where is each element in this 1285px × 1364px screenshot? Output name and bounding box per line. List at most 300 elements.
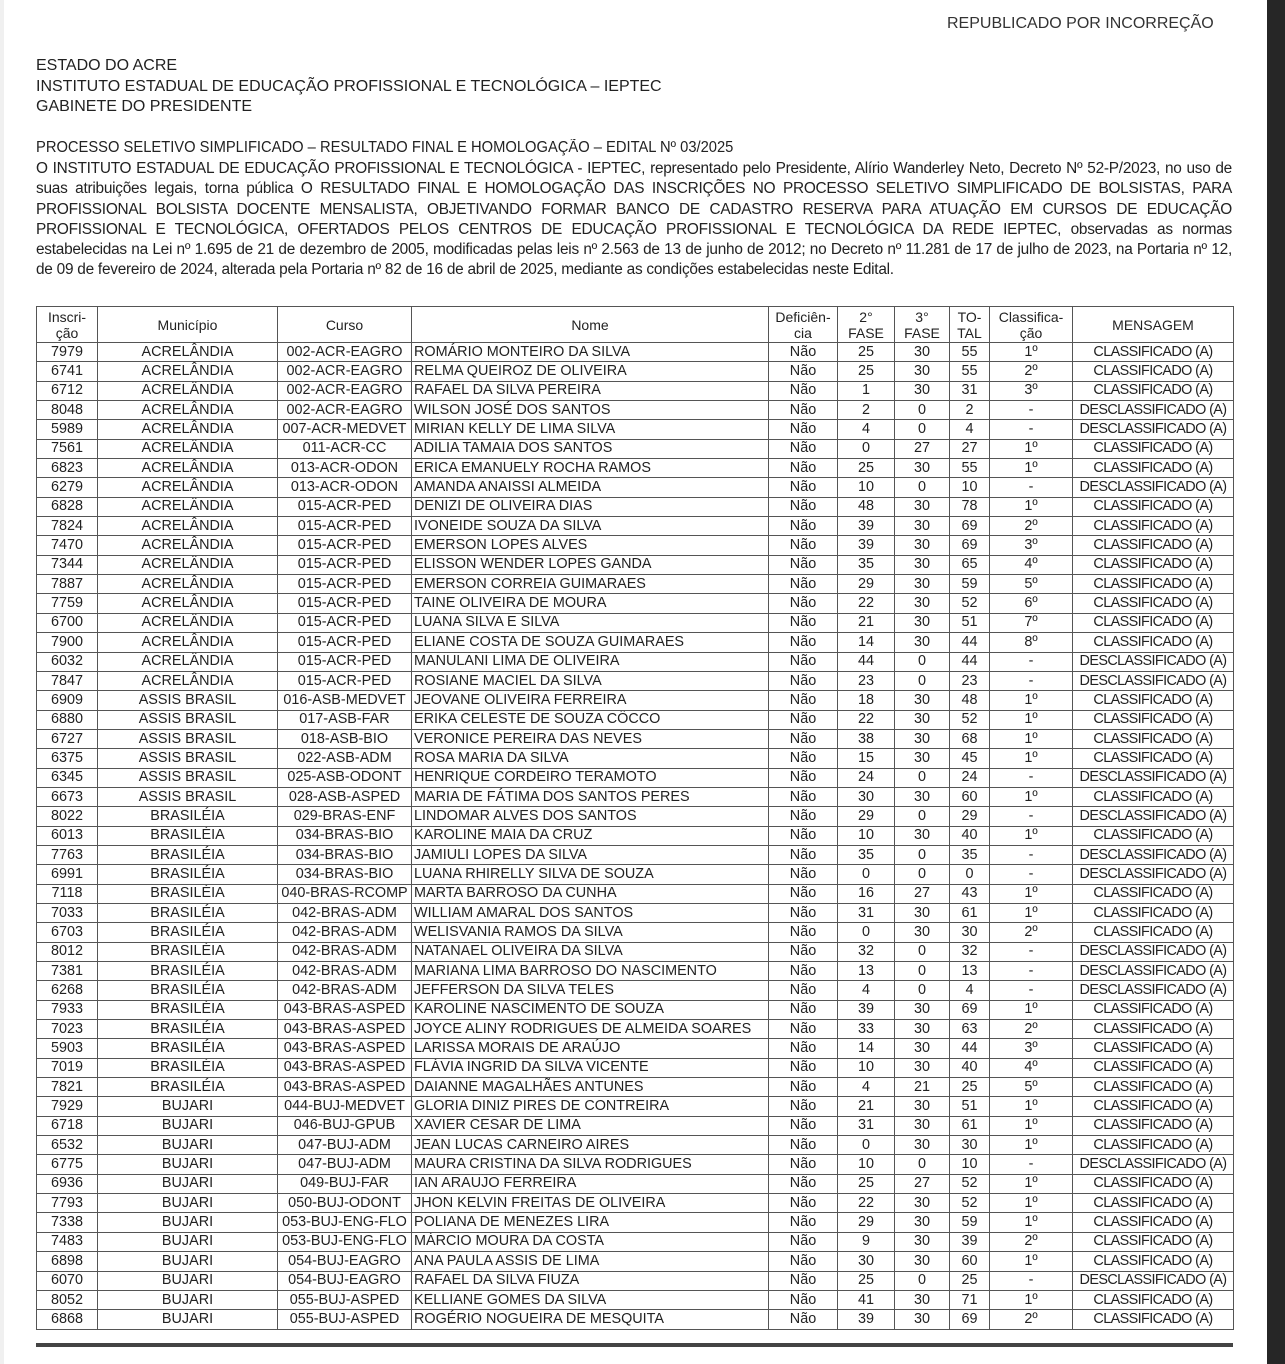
cell-fase3: 0: [895, 1155, 950, 1174]
cell-total: 40: [950, 826, 990, 845]
cell-fase3: 27: [895, 884, 950, 903]
cell-fase2: 39: [838, 1310, 895, 1329]
cell-inscricao: 6718: [37, 1116, 98, 1135]
table-row: [37, 865, 1234, 884]
cell-inscricao: 7979: [37, 343, 98, 362]
cell-fase2: 25: [838, 1271, 895, 1290]
cell-total: 59: [950, 1213, 990, 1232]
cell-deficiencia: Não: [769, 1194, 838, 1213]
table-row: [37, 807, 1234, 826]
cell-deficiencia: Não: [769, 401, 838, 420]
cell-fase3: 30: [895, 362, 950, 381]
cell-deficiencia: Não: [769, 459, 838, 478]
cell-total: 31: [950, 381, 990, 400]
cell-curso: 015-ACR-PED: [278, 555, 412, 574]
cell-deficiencia: Não: [769, 575, 838, 594]
cell-municipio: ASSIS BRASIL: [98, 787, 278, 806]
cell-fase2: 4: [838, 420, 895, 439]
cell-nome: ADILIA TAMAIA DOS SANTOS: [412, 439, 769, 458]
cell-municipio: BRASILÉIA: [98, 962, 278, 981]
cell-classificacao: -: [990, 807, 1073, 826]
cell-classificacao: 3º: [990, 536, 1073, 555]
cell-nome: RELMA QUEIROZ DE OLIVEIRA: [412, 362, 769, 381]
cell-mensagem: CLASSIFICADO (A): [1073, 594, 1234, 613]
cell-classificacao: -: [990, 652, 1073, 671]
cell-deficiencia: Não: [769, 594, 838, 613]
cell-nome: ERIKA CELESTE DE SOUZA CÔCCO: [412, 710, 769, 729]
cell-mensagem: CLASSIFICADO (A): [1073, 1174, 1234, 1193]
cell-mensagem: DESCLASSIFICADO (A): [1073, 1155, 1234, 1174]
cell-curso: 055-BUJ-ASPED: [278, 1310, 412, 1329]
cell-fase3: 30: [895, 497, 950, 516]
cell-nome: EMERSON CORREIA GUIMARAES: [412, 575, 769, 594]
cell-municipio: ACRELÂNDIA: [98, 633, 278, 652]
cell-deficiencia: Não: [769, 807, 838, 826]
cell-total: 69: [950, 1000, 990, 1019]
cell-nome: FLÁVIA INGRID DA SILVA VICENTE: [412, 1058, 769, 1077]
cell-inscricao: 7821: [37, 1078, 98, 1097]
table-row: [37, 497, 1234, 516]
cell-municipio: BRASILÉIA: [98, 807, 278, 826]
cell-fase2: 25: [838, 343, 895, 362]
cell-fase2: 39: [838, 1000, 895, 1019]
cell-nome: JEAN LUCAS CARNEIRO AIRES: [412, 1136, 769, 1155]
cell-mensagem: CLASSIFICADO (A): [1073, 381, 1234, 400]
cell-inscricao: 6712: [37, 381, 98, 400]
cell-deficiencia: Não: [769, 671, 838, 690]
cell-fase3: 30: [895, 691, 950, 710]
table-row: [37, 1020, 1234, 1039]
cell-fase3: 30: [895, 1039, 950, 1058]
cell-classificacao: -: [990, 845, 1073, 864]
table-body: [37, 343, 1234, 1330]
table-row: [37, 962, 1234, 981]
cell-total: 52: [950, 710, 990, 729]
cell-nome: LARISSA MORAIS DE ARAÚJO: [412, 1039, 769, 1058]
table-row: [37, 594, 1234, 613]
cell-classificacao: 2º: [990, 923, 1073, 942]
table-row: [37, 981, 1234, 1000]
cell-mensagem: CLASSIFICADO (A): [1073, 497, 1234, 516]
cell-municipio: BRASILÉIA: [98, 1039, 278, 1058]
col-fase3: 3° FASE: [895, 307, 950, 343]
cell-inscricao: 6775: [37, 1155, 98, 1174]
cell-fase3: 30: [895, 923, 950, 942]
cell-fase3: 30: [895, 1020, 950, 1039]
cell-total: 10: [950, 1155, 990, 1174]
cell-mensagem: CLASSIFICADO (A): [1073, 710, 1234, 729]
cell-classificacao: -: [990, 768, 1073, 787]
cell-total: 52: [950, 594, 990, 613]
cell-fase2: 35: [838, 555, 895, 574]
cell-nome: ELIANE COSTA DE SOUZA GUIMARAES: [412, 633, 769, 652]
cell-nome: ROSIANE MACIEL DA SILVA: [412, 671, 769, 690]
page-left-margin: [0, 0, 4, 1364]
cell-curso: 042-BRAS-ADM: [278, 942, 412, 961]
cell-total: 65: [950, 555, 990, 574]
cell-municipio: ACRELÂNDIA: [98, 671, 278, 690]
table-row: [37, 710, 1234, 729]
cell-curso: 011-ACR-CC: [278, 439, 412, 458]
cell-mensagem: DESCLASSIFICADO (A): [1073, 1271, 1234, 1290]
cell-mensagem: CLASSIFICADO (A): [1073, 613, 1234, 632]
cell-inscricao: 6828: [37, 497, 98, 516]
cell-deficiencia: Não: [769, 1116, 838, 1135]
table-row: [37, 439, 1234, 458]
cell-curso: 015-ACR-PED: [278, 594, 412, 613]
cell-curso: 043-BRAS-ASPED: [278, 1058, 412, 1077]
cell-municipio: ACRELÂNDIA: [98, 517, 278, 536]
cell-deficiencia: Não: [769, 1290, 838, 1309]
cell-fase2: 1: [838, 381, 895, 400]
cell-inscricao: 7470: [37, 536, 98, 555]
cell-municipio: BUJARI: [98, 1116, 278, 1135]
cell-municipio: BUJARI: [98, 1271, 278, 1290]
table-row: [37, 517, 1234, 536]
cell-curso: 013-ACR-ODON: [278, 459, 412, 478]
table-row: [37, 1155, 1234, 1174]
cell-fase3: 30: [895, 633, 950, 652]
cell-fase2: 39: [838, 517, 895, 536]
table-row: [37, 555, 1234, 574]
cell-classificacao: 4º: [990, 1058, 1073, 1077]
cell-total: 60: [950, 787, 990, 806]
table-row: [37, 575, 1234, 594]
cell-inscricao: 7561: [37, 439, 98, 458]
cell-curso: 034-BRAS-BIO: [278, 865, 412, 884]
cell-fase2: 35: [838, 845, 895, 864]
cell-municipio: BRASILÉIA: [98, 884, 278, 903]
cell-nome: MARIANA LIMA BARROSO DO NASCIMENTO: [412, 962, 769, 981]
cell-municipio: ACRELÂNDIA: [98, 594, 278, 613]
cell-inscricao: 7483: [37, 1232, 98, 1251]
cell-fase3: 0: [895, 401, 950, 420]
table-row: [37, 381, 1234, 400]
cell-inscricao: 5989: [37, 420, 98, 439]
intro-paragraph: O INSTITUTO ESTADUAL DE EDUCAÇÃO PROFISSIONAL E TECNOLÓGICA - IEPTEC, representado pelo Presidente, Alírio Wanderley Neto, Decreto Nº 52-P/2023, no uso de suas atribuições legais, torna pública O RESULTADO FINAL E HOMOLOGAÇÃO DAS INSCRIÇÕES NO PROCESSO SELETIVO SIMPLIFICADO DE BOLSISTAS, PARA PROFISSIONAL BOLSISTA DOCENTE MENSALISTA, OBJETIVANDO FORMAR BANCO DE CADASTRO RESERVA PARA ATUAÇÃO EM CURSOS DE EDUCAÇÃO PROFISSIONAL E TECNOLÓGICA, OFERTADOS PELOS CENTROS DE EDUCAÇÃO PROFISSIONAL E TECNOLÓGICA DA REDE IEPTEC, observadas as normas estabelecidas na Lei nº 1.695 de 21 de dezembro de 2005, modificadas pelas leis nº 2.563 de 13 de junho de 2012; no Decreto nº 11.281 de 17 de julho de 2023, na Portaria nº 12, de 09 de fevereiro de 2024, alterada pela Portaria nº 82 de 16 de abril de 2025, mediante as condições estabelecidas neste Edital.: [36, 160, 1232, 279]
cell-curso: 034-BRAS-BIO: [278, 845, 412, 864]
cell-fase3: 30: [895, 613, 950, 632]
cell-nome: RAFAEL DA SILVA PEREIRA: [412, 381, 769, 400]
table-row: [37, 787, 1234, 806]
cell-inscricao: 6703: [37, 923, 98, 942]
cell-curso: 042-BRAS-ADM: [278, 981, 412, 1000]
cell-deficiencia: Não: [769, 633, 838, 652]
cell-nome: LINDOMAR ALVES DOS SANTOS: [412, 807, 769, 826]
cell-curso: 028-ASB-ASPED: [278, 787, 412, 806]
cell-total: 69: [950, 1310, 990, 1329]
cell-nome: VERONICE PEREIRA DAS NEVES: [412, 729, 769, 748]
cell-inscricao: 6375: [37, 749, 98, 768]
cell-total: 2: [950, 401, 990, 420]
cell-deficiencia: Não: [769, 381, 838, 400]
cell-total: 60: [950, 1252, 990, 1271]
cell-fase3: 30: [895, 1000, 950, 1019]
cell-curso: 015-ACR-PED: [278, 517, 412, 536]
cell-municipio: BRASILÉIA: [98, 826, 278, 845]
cell-mensagem: CLASSIFICADO (A): [1073, 362, 1234, 381]
cell-inscricao: 6741: [37, 362, 98, 381]
cell-fase2: 21: [838, 613, 895, 632]
table-row: [37, 729, 1234, 748]
cell-mensagem: CLASSIFICADO (A): [1073, 1097, 1234, 1116]
cell-total: 61: [950, 903, 990, 922]
cell-deficiencia: Não: [769, 1097, 838, 1116]
cell-classificacao: 5º: [990, 1078, 1073, 1097]
cell-fase2: 30: [838, 787, 895, 806]
cell-curso: 047-BUJ-ADM: [278, 1136, 412, 1155]
cell-fase2: 0: [838, 865, 895, 884]
cell-total: 30: [950, 923, 990, 942]
cell-fase3: 30: [895, 787, 950, 806]
cell-curso: 007-ACR-MEDVET: [278, 420, 412, 439]
cell-mensagem: DESCLASSIFICADO (A): [1073, 962, 1234, 981]
cell-deficiencia: Não: [769, 787, 838, 806]
table-row: [37, 691, 1234, 710]
cell-nome: IVONEIDE SOUZA DA SILVA: [412, 517, 769, 536]
col-total: TO- TAL: [950, 307, 990, 343]
cell-fase2: 22: [838, 1194, 895, 1213]
cell-nome: GLORIA DINIZ PIRES DE CONTREIRA: [412, 1097, 769, 1116]
cell-deficiencia: Não: [769, 362, 838, 381]
cell-mensagem: DESCLASSIFICADO (A): [1073, 401, 1234, 420]
cell-classificacao: 1º: [990, 1097, 1073, 1116]
cell-total: 69: [950, 517, 990, 536]
cell-municipio: BUJARI: [98, 1213, 278, 1232]
cell-inscricao: 6279: [37, 478, 98, 497]
cell-curso: 050-BUJ-ODONT: [278, 1194, 412, 1213]
cell-nome: ROSA MARIA DA SILVA: [412, 749, 769, 768]
cell-deficiencia: Não: [769, 1000, 838, 1019]
cell-fase2: 29: [838, 575, 895, 594]
state-name: ESTADO DO ACRE: [36, 57, 178, 74]
cell-municipio: ACRELÂNDIA: [98, 555, 278, 574]
cell-curso: 002-ACR-EAGRO: [278, 343, 412, 362]
cell-mensagem: CLASSIFICADO (A): [1073, 555, 1234, 574]
cell-mensagem: CLASSIFICADO (A): [1073, 884, 1234, 903]
cell-deficiencia: Não: [769, 884, 838, 903]
cell-curso: 040-BRAS-RCOMP: [278, 884, 412, 903]
cell-municipio: BRASILÉIA: [98, 1000, 278, 1019]
cell-nome: NATANAEL OLIVEIRA DA SILVA: [412, 942, 769, 961]
cell-classificacao: 2º: [990, 1020, 1073, 1039]
cell-nome: MARTA BARROSO DA CUNHA: [412, 884, 769, 903]
cell-mensagem: CLASSIFICADO (A): [1073, 1310, 1234, 1329]
cell-classificacao: 1º: [990, 1116, 1073, 1135]
cell-fase3: 0: [895, 478, 950, 497]
cell-nome: MÁRCIO MOURA DA COSTA: [412, 1232, 769, 1251]
cell-mensagem: CLASSIFICADO (A): [1073, 1213, 1234, 1232]
table-row: [37, 1252, 1234, 1271]
cell-nome: MAURA CRISTINA DA SILVA RODRIGUES: [412, 1155, 769, 1174]
cell-nome: JHON KELVIN FREITAS DE OLIVEIRA: [412, 1194, 769, 1213]
cell-total: 59: [950, 575, 990, 594]
cell-inscricao: 6070: [37, 1271, 98, 1290]
cell-municipio: BUJARI: [98, 1136, 278, 1155]
cell-fase2: 41: [838, 1290, 895, 1309]
cell-fase2: 31: [838, 1116, 895, 1135]
cell-total: 71: [950, 1290, 990, 1309]
cell-mensagem: DESCLASSIFICADO (A): [1073, 768, 1234, 787]
cell-inscricao: 6898: [37, 1252, 98, 1271]
cell-nome: POLIANA DE MENEZES LIRA: [412, 1213, 769, 1232]
cell-total: 63: [950, 1020, 990, 1039]
cell-curso: 042-BRAS-ADM: [278, 962, 412, 981]
cell-nome: KAROLINE NASCIMENTO DE SOUZA: [412, 1000, 769, 1019]
cell-nome: JAMIULI LOPES DA SILVA: [412, 845, 769, 864]
cell-fase3: 30: [895, 343, 950, 362]
cell-municipio: BUJARI: [98, 1310, 278, 1329]
cell-curso: 002-ACR-EAGRO: [278, 362, 412, 381]
cell-classificacao: -: [990, 981, 1073, 1000]
cell-classificacao: 6º: [990, 594, 1073, 613]
footer-divider: [36, 1343, 1233, 1347]
cell-total: 23: [950, 671, 990, 690]
cell-classificacao: 1º: [990, 1000, 1073, 1019]
cell-fase2: 48: [838, 497, 895, 516]
table-row: [37, 1000, 1234, 1019]
cell-classificacao: -: [990, 942, 1073, 961]
table-row: [37, 401, 1234, 420]
cell-nome: ROGÉRIO NOGUEIRA DE MESQUITA: [412, 1310, 769, 1329]
cell-municipio: BUJARI: [98, 1155, 278, 1174]
results-table: [36, 306, 1234, 1330]
cell-fase2: 33: [838, 1020, 895, 1039]
cell-municipio: BUJARI: [98, 1097, 278, 1116]
cell-fase3: 27: [895, 1174, 950, 1193]
cell-mensagem: CLASSIFICADO (A): [1073, 1116, 1234, 1135]
cell-curso: 042-BRAS-ADM: [278, 923, 412, 942]
cell-nome: WILSON JOSÉ DOS SANTOS: [412, 401, 769, 420]
cell-municipio: BUJARI: [98, 1290, 278, 1309]
cell-municipio: ACRELÂNDIA: [98, 401, 278, 420]
table-row: [37, 749, 1234, 768]
cell-nome: RAFAEL DA SILVA FIUZA: [412, 1271, 769, 1290]
cell-fase2: 38: [838, 729, 895, 748]
cell-classificacao: 2º: [990, 517, 1073, 536]
cell-mensagem: CLASSIFICADO (A): [1073, 1194, 1234, 1213]
cell-mensagem: CLASSIFICADO (A): [1073, 1000, 1234, 1019]
cell-mensagem: CLASSIFICADO (A): [1073, 787, 1234, 806]
cell-mensagem: DESCLASSIFICADO (A): [1073, 845, 1234, 864]
cell-fase3: 0: [895, 420, 950, 439]
table-row: [37, 1271, 1234, 1290]
cell-classificacao: -: [990, 1271, 1073, 1290]
table-row: [37, 826, 1234, 845]
cell-total: 29: [950, 807, 990, 826]
cell-nome: KAROLINE MAIA DA CRUZ: [412, 826, 769, 845]
cell-fase3: 0: [895, 768, 950, 787]
cell-curso: 054-BUJ-EAGRO: [278, 1271, 412, 1290]
cell-deficiencia: Não: [769, 768, 838, 787]
cell-inscricao: 7793: [37, 1194, 98, 1213]
table-row: [37, 1058, 1234, 1077]
cell-fase2: 16: [838, 884, 895, 903]
table-row: [37, 1194, 1234, 1213]
cell-mensagem: CLASSIFICADO (A): [1073, 903, 1234, 922]
cell-nome: HENRIQUE CORDEIRO TERAMOTO: [412, 768, 769, 787]
cell-nome: ERICA EMANUELY ROCHA RAMOS: [412, 459, 769, 478]
cell-fase3: 30: [895, 1116, 950, 1135]
cell-municipio: BRASILÉIA: [98, 1078, 278, 1097]
table-row: [37, 633, 1234, 652]
cell-fase3: 27: [895, 439, 950, 458]
table-header-row: [37, 307, 1234, 343]
cell-municipio: ACRELÂNDIA: [98, 575, 278, 594]
cell-inscricao: 7887: [37, 575, 98, 594]
cell-fase3: 30: [895, 1136, 950, 1155]
cell-municipio: BUJARI: [98, 1232, 278, 1251]
table-row: [37, 1213, 1234, 1232]
cell-classificacao: 1º: [990, 787, 1073, 806]
cell-municipio: ACRELÂNDIA: [98, 420, 278, 439]
cell-fase3: 30: [895, 1058, 950, 1077]
col-fase2: 2° FASE: [838, 307, 895, 343]
cell-mensagem: DESCLASSIFICADO (A): [1073, 807, 1234, 826]
cell-classificacao: -: [990, 671, 1073, 690]
cell-curso: 046-BUJ-GPUB: [278, 1116, 412, 1135]
cell-deficiencia: Não: [769, 749, 838, 768]
cell-fase3: 30: [895, 710, 950, 729]
table-row: [37, 845, 1234, 864]
cell-fase2: 18: [838, 691, 895, 710]
cell-curso: 017-ASB-FAR: [278, 710, 412, 729]
cell-fase2: 39: [838, 536, 895, 555]
cell-curso: 043-BRAS-ASPED: [278, 1000, 412, 1019]
table-row: [37, 1174, 1234, 1193]
cell-fase3: 30: [895, 749, 950, 768]
cell-nome: MANULANI LIMA DE OLIVEIRA: [412, 652, 769, 671]
cell-curso: 015-ACR-PED: [278, 613, 412, 632]
cell-inscricao: 6909: [37, 691, 98, 710]
cell-total: 0: [950, 865, 990, 884]
cell-classificacao: 1º: [990, 729, 1073, 748]
cell-total: 10: [950, 478, 990, 497]
cell-total: 4: [950, 420, 990, 439]
cell-mensagem: DESCLASSIFICADO (A): [1073, 671, 1234, 690]
cell-inscricao: 6991: [37, 865, 98, 884]
cell-fase2: 44: [838, 652, 895, 671]
cell-classificacao: 1º: [990, 459, 1073, 478]
cell-municipio: ACRELÂNDIA: [98, 362, 278, 381]
cell-deficiencia: Não: [769, 555, 838, 574]
cell-mensagem: CLASSIFICADO (A): [1073, 536, 1234, 555]
cell-classificacao: 1º: [990, 749, 1073, 768]
table-row: [37, 884, 1234, 903]
cell-deficiencia: Não: [769, 1213, 838, 1232]
cell-inscricao: 7933: [37, 1000, 98, 1019]
cell-classificacao: 1º: [990, 1213, 1073, 1232]
cell-classificacao: 1º: [990, 1252, 1073, 1271]
cell-municipio: ASSIS BRASIL: [98, 729, 278, 748]
cell-nome: JEOVANE OLIVEIRA FERREIRA: [412, 691, 769, 710]
cell-inscricao: 6936: [37, 1174, 98, 1193]
cell-deficiencia: Não: [769, 517, 838, 536]
table-row: [37, 1078, 1234, 1097]
table-row: [37, 1290, 1234, 1309]
cell-deficiencia: Não: [769, 613, 838, 632]
cell-inscricao: 7847: [37, 671, 98, 690]
cell-curso: 053-BUJ-ENG-FLO: [278, 1213, 412, 1232]
cell-fase2: 4: [838, 981, 895, 1000]
table-row: [37, 1232, 1234, 1251]
cell-classificacao: 1º: [990, 903, 1073, 922]
cell-deficiencia: Não: [769, 497, 838, 516]
col-municipio: Município: [98, 307, 278, 343]
cell-curso: 013-ACR-ODON: [278, 478, 412, 497]
col-mensagem: MENSAGEM: [1073, 307, 1234, 343]
cell-deficiencia: Não: [769, 962, 838, 981]
